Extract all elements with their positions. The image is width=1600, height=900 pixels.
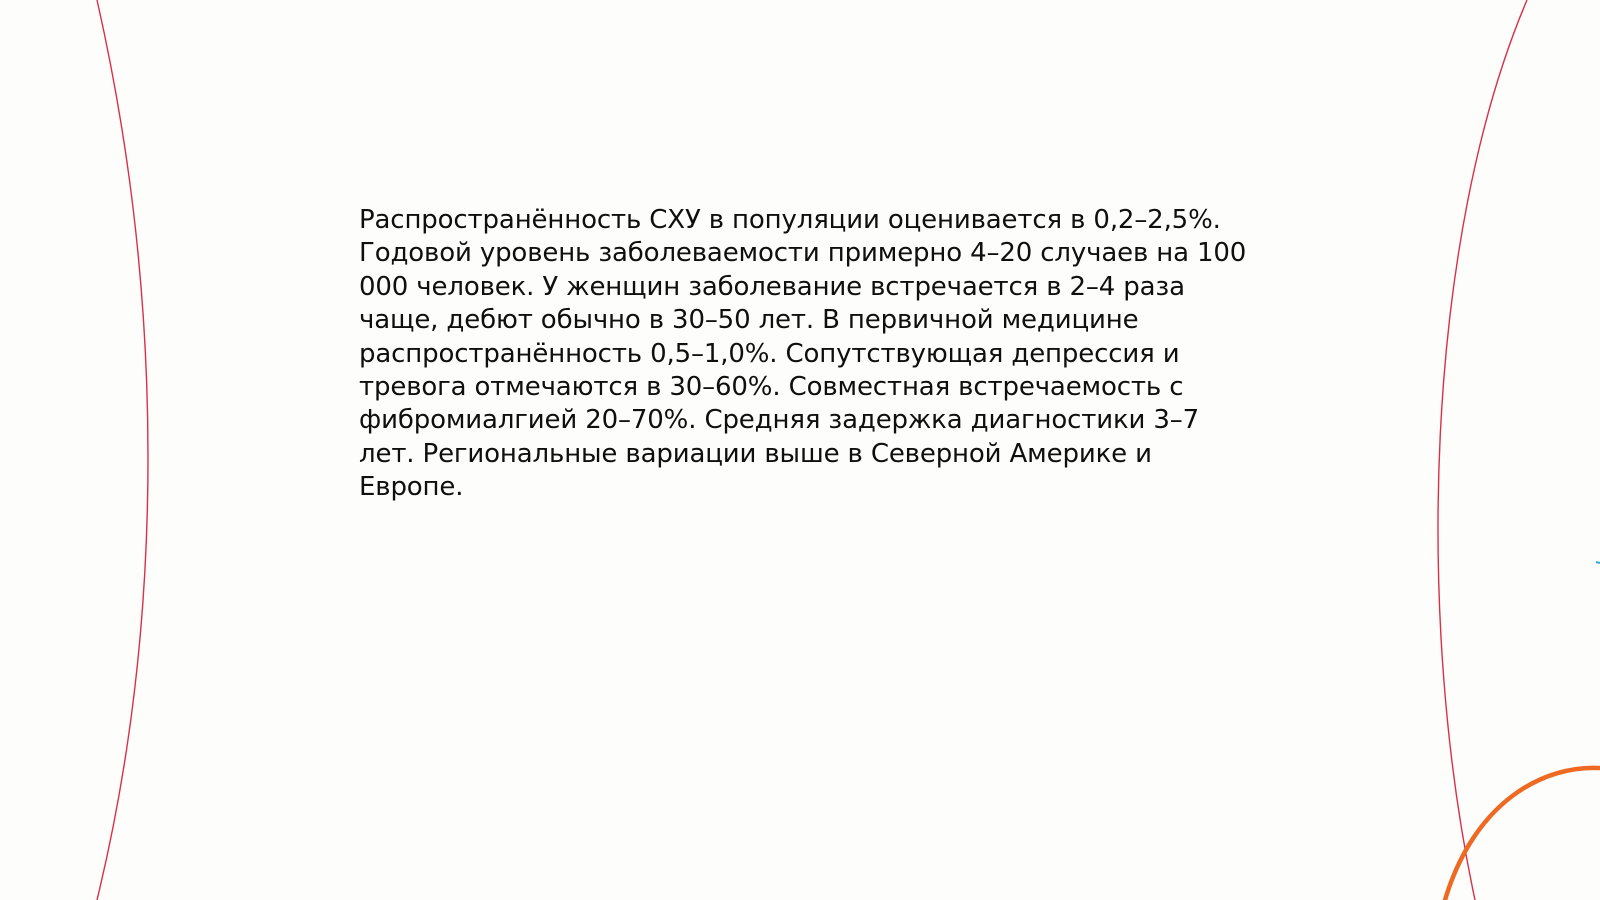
body-paragraph: Распространённость СХУ в популяции оценивается в 0,2–2,5%. Годовой уровень заболеваемости примерно 4–20 случаев на 100 000 человек. У женщин заболевание встречается в 2–4 раза чаще, дебют обычно в 30–50 лет. В первичной медицине распространённость 0,5–1,0%. Сопутствующая депрессия и тревога отмечаются в 30–60%. Совместная встречаемость с фибромиалгией 20–70%. Средняя задержка диагностики 3–7 лет. Региональные вариации выше в Северной Америке и Европе. (359, 205, 1247, 503)
left-arc-line (97, 0, 148, 900)
right-arc-line (1438, 0, 1527, 900)
orange-accent-arc (1445, 768, 1600, 900)
teal-edge-mark (1596, 562, 1600, 563)
